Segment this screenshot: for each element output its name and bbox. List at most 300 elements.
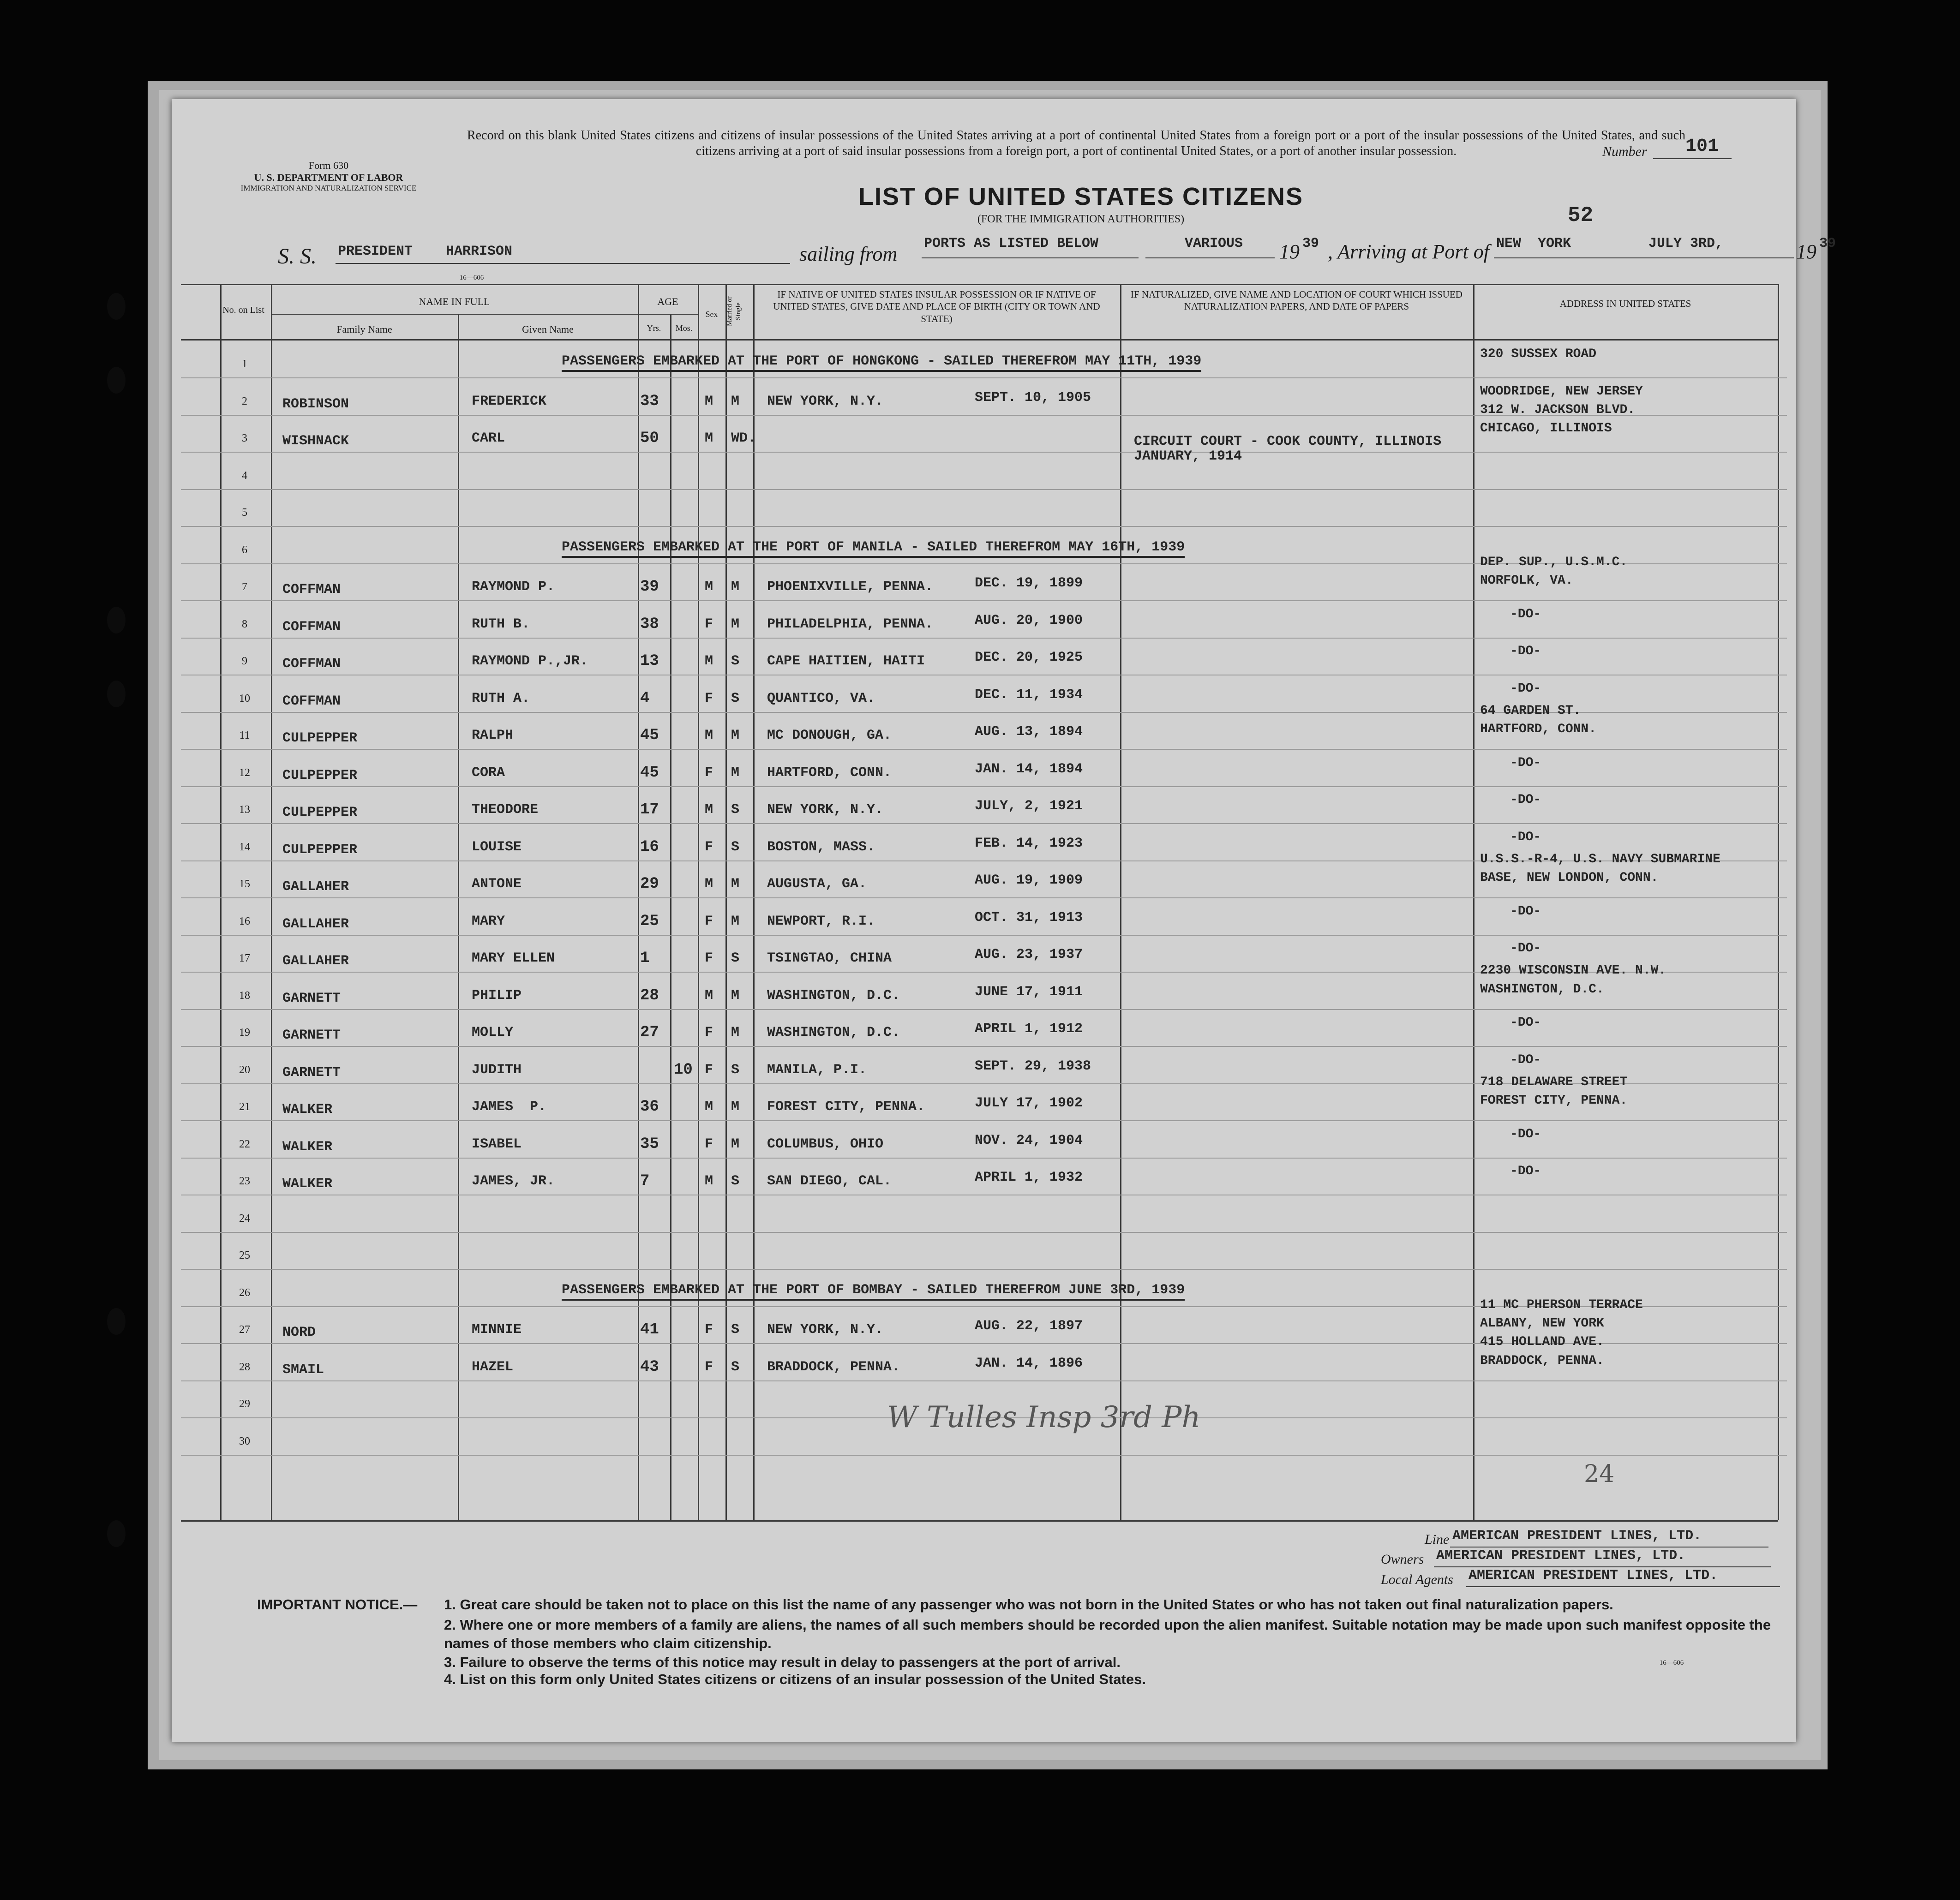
agents-label: Local Agents xyxy=(1381,1572,1453,1587)
birth-date-cell: AUG. 22, 1897 xyxy=(975,1318,1083,1334)
line-value: AMERICAN PRESIDENT LINES, LTD. xyxy=(1452,1528,1702,1544)
sex-cell: F xyxy=(705,1359,713,1375)
owners-underline xyxy=(1434,1566,1771,1567)
birth-place-cell: QUANTICO, VA. xyxy=(767,690,875,706)
family-name-cell: GARNETT xyxy=(282,1028,341,1043)
row-number: 18 xyxy=(239,989,250,1002)
family-name-cell: SMAIL xyxy=(282,1362,324,1378)
row-number: 12 xyxy=(239,766,250,779)
age-years-cell: 43 xyxy=(640,1358,659,1376)
birth-date-cell: AUG. 13, 1894 xyxy=(975,724,1083,740)
sex-cell: M xyxy=(705,728,713,743)
col-sep-family xyxy=(271,284,272,1520)
marital-status-cell: S xyxy=(731,950,740,966)
section-heading: PASSENGERS EMBARKED AT THE PORT OF HONGKONG - SAILED THEREFROM MAY 11TH, 1939 xyxy=(562,353,1201,372)
printer-mark: 16—606 xyxy=(459,274,484,281)
header-given-name: Given Name xyxy=(522,323,574,335)
arrival-year-prefix: 19 xyxy=(1796,240,1816,263)
col-sep-age xyxy=(638,284,639,1520)
marital-status-cell: M xyxy=(731,393,740,409)
birth-place-cell: FOREST CITY, PENNA. xyxy=(767,1099,925,1115)
punch-hole xyxy=(107,1308,126,1335)
age-years-cell: 13 xyxy=(640,652,659,670)
address-cell: NORFOLK, VA. xyxy=(1480,574,1573,588)
given-name-cell: MARY xyxy=(472,913,505,929)
address-cell: ALBANY, NEW YORK xyxy=(1480,1316,1604,1331)
header-yrs: Yrs. xyxy=(647,323,661,333)
given-name-cell: MARY ELLEN xyxy=(472,950,555,966)
birth-date-cell: DEC. 11, 1934 xyxy=(975,687,1083,703)
address-cell: -DO- xyxy=(1510,941,1541,956)
row-number: 13 xyxy=(239,804,250,816)
age-years-cell: 39 xyxy=(640,578,659,596)
arrival-date: JULY 3RD, xyxy=(1648,236,1724,251)
section-heading: PASSENGERS EMBARKED AT THE PORT OF BOMBAY - SAILED THEREFROM JUNE 3RD, 1939 xyxy=(562,1282,1185,1301)
address-cell: U.S.S.-R-4, U.S. NAVY SUBMARINE xyxy=(1480,852,1720,866)
notice-item-2: 2. Where one or more members of a family are aliens, the names of all such members should be recorded upon the alien manifest. Suitable notation may be made upon such manifest opposite the names of those members who claim citizenship. xyxy=(444,1617,1771,1652)
given-name-cell: CARL xyxy=(472,430,505,446)
marital-status-cell: M xyxy=(731,876,740,892)
owners-value: AMERICAN PRESIDENT LINES, LTD. xyxy=(1436,1548,1686,1564)
given-name-cell: PHILIP xyxy=(472,987,522,1004)
birth-date-cell: APRIL 1, 1912 xyxy=(975,1021,1083,1037)
family-name-cell: CULPEPPER xyxy=(282,767,358,783)
row-rule xyxy=(181,897,1787,898)
col-sep-address xyxy=(1473,284,1474,1520)
address-cell: 312 W. JACKSON BLVD. xyxy=(1480,402,1636,417)
given-name-cell: THEODORE xyxy=(472,802,539,818)
section-heading: PASSENGERS EMBARKED AT THE PORT OF MANILA - SAILED THEREFROM MAY 16TH, 1939 xyxy=(562,539,1185,558)
sex-cell: M xyxy=(705,987,713,1004)
ss-label: S. S. xyxy=(278,244,317,269)
sex-cell: M xyxy=(705,1099,713,1115)
sex-cell: F xyxy=(705,1025,713,1040)
family-name-cell: WISHNACK xyxy=(282,433,349,449)
row-rule xyxy=(181,1269,1787,1270)
address-cell: 320 SUSSEX ROAD xyxy=(1480,347,1597,361)
sailing-year-suffix: 39 xyxy=(1302,236,1319,251)
sex-cell: M xyxy=(705,579,713,595)
row-number: 6 xyxy=(242,544,247,556)
punch-hole xyxy=(107,607,126,633)
col-sep-mos xyxy=(670,314,671,1520)
row-rule xyxy=(181,1455,1787,1456)
family-name-cell: WALKER xyxy=(282,1139,333,1155)
row-number: 3 xyxy=(242,432,247,444)
age-years-cell: 16 xyxy=(640,838,659,856)
sex-cell: M xyxy=(705,430,713,446)
address-cell: DEP. SUP., U.S.M.C. xyxy=(1480,555,1628,569)
age-years-cell: 33 xyxy=(640,392,659,410)
given-name-cell: RAYMOND P.,JR. xyxy=(472,653,588,669)
sex-cell: F xyxy=(705,1062,713,1078)
address-cell: 415 HOLLAND AVE. xyxy=(1480,1335,1604,1350)
birth-date-cell: FEB. 14, 1923 xyxy=(975,835,1083,851)
birth-place-cell: PHILADELPHIA, PENNA. xyxy=(767,616,934,632)
family-name-cell: GALLAHER xyxy=(282,953,349,969)
sex-cell: F xyxy=(705,913,713,929)
address-cell: -DO- xyxy=(1510,1052,1541,1067)
punch-hole xyxy=(107,681,126,707)
age-years-cell: 4 xyxy=(640,689,650,707)
row-number: 28 xyxy=(239,1361,250,1373)
row-rule xyxy=(181,452,1787,453)
birth-place-cell: NEWPORT, R.I. xyxy=(767,913,875,929)
row-number: 19 xyxy=(239,1027,250,1039)
sex-cell: F xyxy=(705,950,713,966)
service-name: IMMIGRATION AND NATURALIZATION SERVICE xyxy=(240,184,417,192)
header-sex: Sex xyxy=(705,310,718,319)
row-rule xyxy=(181,749,1787,750)
address-cell: -DO- xyxy=(1510,904,1541,919)
given-name-cell: CORA xyxy=(472,765,505,781)
col-sep-naturalized xyxy=(1120,284,1121,1520)
address-cell: FOREST CITY, PENNA. xyxy=(1480,1093,1628,1108)
age-years-cell: 36 xyxy=(640,1098,659,1116)
naturalization-date: JANUARY, 1914 xyxy=(1134,448,1242,464)
sex-cell: M xyxy=(705,1173,713,1189)
row-rule xyxy=(181,786,1787,787)
form-title: LIST OF UNITED STATES CITIZENS xyxy=(858,183,1303,210)
given-name-cell: LOUISE xyxy=(472,839,522,855)
line-label: Line xyxy=(1425,1532,1450,1547)
birth-date-cell: APRIL 1, 1932 xyxy=(975,1170,1083,1185)
birth-date-cell: JAN. 14, 1896 xyxy=(975,1355,1083,1371)
age-years-cell: 27 xyxy=(640,1024,659,1041)
age-years-cell: 7 xyxy=(640,1172,650,1190)
row-number: 25 xyxy=(239,1249,250,1261)
table-top-border xyxy=(181,284,1778,285)
form-number: Form 630 xyxy=(308,160,349,171)
marital-status-cell: M xyxy=(731,579,740,595)
row-number: 2 xyxy=(242,395,247,407)
given-name-cell: RUTH B. xyxy=(472,616,530,632)
family-name-cell: WALKER xyxy=(282,1176,333,1192)
birth-place-cell: NEW YORK, N.Y. xyxy=(767,393,884,409)
notice-printer-code: 16—606 xyxy=(1659,1659,1684,1667)
family-name-cell: GALLAHER xyxy=(282,879,349,895)
birth-place-cell: WASHINGTON, D.C. xyxy=(767,987,900,1004)
punch-hole xyxy=(107,293,126,320)
owners-label: Owners xyxy=(1381,1552,1424,1567)
marital-status-cell: S xyxy=(731,653,740,669)
col-sep-ms xyxy=(725,284,727,1520)
birth-date-cell: JULY, 2, 1921 xyxy=(975,798,1083,814)
row-number: 29 xyxy=(239,1398,250,1410)
address-cell: -DO- xyxy=(1510,607,1541,621)
notice-item-1: 1. Great care should be taken not to place on this list the name of any passenger who was not born in the United States or who has not taken out final naturalization papers. xyxy=(444,1596,1613,1613)
birth-place-cell: MC DONOUGH, GA. xyxy=(767,728,892,743)
sex-cell: F xyxy=(705,1322,713,1338)
birth-date-cell: OCT. 31, 1913 xyxy=(975,909,1083,926)
punch-hole xyxy=(107,367,126,394)
sex-cell: F xyxy=(705,690,713,706)
row-rule xyxy=(181,600,1787,601)
row-number: 4 xyxy=(242,469,247,482)
family-name-cell: GALLAHER xyxy=(282,916,349,932)
age-subheader-line xyxy=(638,314,698,315)
age-years-cell: 45 xyxy=(640,727,659,744)
sailing-date-underline xyxy=(1145,257,1275,258)
address-cell: 64 GARDEN ST. xyxy=(1480,703,1581,718)
marital-status-cell: WD. xyxy=(731,430,756,446)
marital-status-cell: S xyxy=(731,1322,740,1338)
row-number: 11 xyxy=(239,729,250,741)
marital-status-cell: S xyxy=(731,839,740,855)
address-cell: CHICAGO, ILLINOIS xyxy=(1480,421,1612,436)
marital-status-cell: M xyxy=(731,1099,740,1115)
age-years-cell: 25 xyxy=(640,912,659,930)
family-name-cell: CULPEPPER xyxy=(282,805,358,820)
row-number: 9 xyxy=(242,655,247,667)
family-name-cell: ROBINSON xyxy=(282,396,349,412)
row-number: 17 xyxy=(239,952,250,964)
birth-place-cell: TSINGTAO, CHINA xyxy=(767,950,892,966)
given-name-cell: MOLLY xyxy=(472,1025,514,1040)
row-rule xyxy=(181,935,1787,936)
address-cell: -DO- xyxy=(1510,644,1541,658)
sailing-year-prefix: 19 xyxy=(1279,240,1300,263)
agents-value: AMERICAN PRESIDENT LINES, LTD. xyxy=(1469,1568,1718,1583)
form-subtitle: (FOR THE IMMIGRATION AUTHORITIES) xyxy=(977,213,1185,225)
address-cell: -DO- xyxy=(1510,681,1541,696)
age-years-cell: 17 xyxy=(640,801,659,819)
birth-date-cell: DEC. 19, 1899 xyxy=(975,575,1083,591)
birth-date-cell: NOV. 24, 1904 xyxy=(975,1132,1083,1148)
birth-date-cell: SEPT. 10, 1905 xyxy=(975,389,1091,406)
number-underline xyxy=(1653,158,1732,159)
birth-date-cell: AUG. 20, 1900 xyxy=(975,612,1083,628)
handwritten-inspector-note: W Tulles Insp 3rd Ph xyxy=(887,1400,1201,1434)
header-name-in-full: NAME IN FULL xyxy=(419,296,490,307)
given-name-cell: ISABEL xyxy=(472,1136,522,1152)
row-number: 8 xyxy=(242,618,247,630)
given-name-cell: FREDERICK xyxy=(472,393,547,409)
col-sep-given xyxy=(458,314,459,1520)
birth-date-cell: AUG. 23, 1937 xyxy=(975,947,1083,962)
number-label: Number xyxy=(1602,144,1647,159)
col-sep-no xyxy=(220,284,222,1520)
citizen-list-form xyxy=(172,99,1836,1742)
marital-status-cell: M xyxy=(731,616,740,632)
marital-status-cell: S xyxy=(731,1173,740,1189)
header-mos: Mos. xyxy=(675,323,693,333)
family-name-cell: COFFMAN xyxy=(282,656,341,672)
arriving-label: , Arriving at Port of xyxy=(1328,240,1489,263)
row-number: 10 xyxy=(239,692,250,705)
address-cell: WASHINGTON, D.C. xyxy=(1480,982,1604,997)
header-married-or-single: Married or Single xyxy=(726,296,742,327)
marital-status-cell: S xyxy=(731,690,740,706)
birth-place-cell: COLUMBUS, OHIO xyxy=(767,1136,884,1152)
marital-status-cell: S xyxy=(731,802,740,818)
row-number: 20 xyxy=(239,1064,250,1076)
sex-cell: M xyxy=(705,876,713,892)
row-rule xyxy=(181,823,1787,824)
number-value: 101 xyxy=(1685,136,1719,157)
address-cell: -DO- xyxy=(1510,830,1541,844)
given-name-cell: RALPH xyxy=(472,728,514,743)
row-rule xyxy=(181,489,1787,490)
marital-status-cell: S xyxy=(731,1062,740,1078)
address-cell: HARTFORD, CONN. xyxy=(1480,722,1597,737)
given-name-cell: ANTONE xyxy=(472,876,522,892)
row-rule xyxy=(181,1232,1787,1233)
sailing-from-value: PORTS AS LISTED BELOW xyxy=(924,236,1099,251)
header-no-on-list: No. on List xyxy=(222,305,264,315)
address-cell: WOODRIDGE, NEW JERSEY xyxy=(1480,384,1643,399)
given-name-cell: RUTH A. xyxy=(472,690,530,706)
address-cell: 2230 WISCONSIN AVE. N.W. xyxy=(1480,963,1666,978)
birth-place-cell: CAPE HAITIEN, HAITI xyxy=(767,653,925,669)
family-name-cell: COFFMAN xyxy=(282,582,341,597)
birth-place-cell: BOSTON, MASS. xyxy=(767,839,875,855)
agents-underline xyxy=(1466,1586,1780,1587)
form-preamble: Record on this blank United States citizens and citizens of insular possessions of the United States arriving at a port of continental United States from a foreign port or a port of the insular possessions of the United States, and such citizens arriving at a port of said insular possessions from a foreign port, a port of continental United States, or a port of another insular possession. xyxy=(467,128,1685,159)
col-sep-sex xyxy=(698,284,699,1520)
row-number: 5 xyxy=(242,507,247,519)
family-name-cell: CULPEPPER xyxy=(282,842,358,858)
department-name: U. S. DEPARTMENT OF LABOR xyxy=(254,172,403,183)
marital-status-cell: M xyxy=(731,913,740,929)
sex-cell: F xyxy=(705,616,713,632)
birth-date-cell: JAN. 14, 1894 xyxy=(975,761,1083,777)
sex-cell: F xyxy=(705,839,713,855)
row-number: 15 xyxy=(239,878,250,890)
birth-place-cell: HARTFORD, CONN. xyxy=(767,765,892,781)
sex-cell: F xyxy=(705,1136,713,1152)
address-cell: -DO- xyxy=(1510,1016,1541,1030)
header-bottom-border xyxy=(181,339,1778,341)
naturalization-court: CIRCUIT COURT - COOK COUNTY, ILLINOIS xyxy=(1134,434,1442,449)
table-bottom-border xyxy=(181,1520,1778,1522)
birth-place-cell: AUGUSTA, GA. xyxy=(767,876,867,892)
address-cell: BRADDOCK, PENNA. xyxy=(1480,1353,1604,1368)
row-rule xyxy=(181,377,1787,378)
row-number: 21 xyxy=(239,1101,250,1113)
sex-cell: M xyxy=(705,653,713,669)
row-rule xyxy=(181,1046,1787,1047)
birth-date-cell: JULY 17, 1902 xyxy=(975,1095,1083,1111)
birth-date-cell: SEPT. 29, 1938 xyxy=(975,1058,1091,1074)
ship-name: PRESIDENT HARRISON xyxy=(338,244,513,259)
sex-cell: M xyxy=(705,802,713,818)
family-name-cell: COFFMAN xyxy=(282,693,341,709)
family-name-cell: GARNETT xyxy=(282,990,341,1006)
given-name-cell: JAMES P. xyxy=(472,1099,547,1115)
arrival-year-suffix: 39 xyxy=(1819,236,1836,251)
age-years-cell: 29 xyxy=(640,875,659,893)
row-rule xyxy=(181,526,1787,527)
row-number: 16 xyxy=(239,915,250,927)
arrival-port: NEW YORK xyxy=(1496,236,1571,251)
notice-item-3: 3. Failure to observe the terms of this notice may result in delay to passengers at the port of arrival. xyxy=(444,1654,1121,1670)
age-years-cell: 1 xyxy=(640,950,650,967)
col-sep-birth xyxy=(753,284,755,1520)
handwritten-page-number: 24 xyxy=(1584,1460,1615,1488)
birth-place-cell: PHOENIXVILLE, PENNA. xyxy=(767,579,934,595)
address-cell: 11 MC PHERSON TERRACE xyxy=(1480,1297,1643,1312)
sex-cell: F xyxy=(705,765,713,781)
sailing-date: VARIOUS xyxy=(1185,236,1243,251)
address-cell: BASE, NEW LONDON, CONN. xyxy=(1480,871,1659,885)
col-right-border xyxy=(1778,284,1779,1520)
birth-place-cell: NEW YORK, N.Y. xyxy=(767,1322,884,1338)
row-rule xyxy=(181,1120,1787,1121)
row-number: 7 xyxy=(242,581,247,593)
age-years-cell: 41 xyxy=(640,1321,659,1338)
row-rule xyxy=(181,1158,1787,1159)
birth-place-cell: BRADDOCK, PENNA. xyxy=(767,1359,900,1375)
birth-date-cell: AUG. 19, 1909 xyxy=(975,872,1083,888)
page-stamp: 52 xyxy=(1568,203,1594,227)
marital-status-cell: M xyxy=(731,1136,740,1152)
row-number: 14 xyxy=(239,841,250,853)
age-years-cell: 50 xyxy=(640,430,659,447)
marital-status-cell: M xyxy=(731,728,740,743)
family-name-cell: GARNETT xyxy=(282,1064,341,1081)
notice-item-4: 4. List on this form only United States citizens or citizens of an insular possession of the United States. xyxy=(444,1671,1146,1687)
sailing-from-label: sailing from xyxy=(799,243,898,265)
punch-hole xyxy=(107,1520,126,1547)
marital-status-cell: M xyxy=(731,765,740,781)
address-cell: -DO- xyxy=(1510,755,1541,770)
birth-place-cell: SAN DIEGO, CAL. xyxy=(767,1173,892,1189)
header-address: ADDRESS IN UNITED STATES xyxy=(1559,298,1691,309)
address-cell: -DO- xyxy=(1510,793,1541,807)
row-number: 22 xyxy=(239,1138,250,1150)
header-family-name: Family Name xyxy=(336,323,392,335)
birth-place-cell: MANILA, P.I. xyxy=(767,1062,867,1078)
header-birth: IF NATIVE OF UNITED STATES INSULAR POSSESSION OR IF NATIVE OF UNITED STATES, GIVE DATE AND PLACE OF BIRTH (CITY OR TOWN AND STATE) xyxy=(773,289,1100,324)
birth-date-cell: JUNE 17, 1911 xyxy=(975,984,1083,1000)
given-name-cell: RAYMOND P. xyxy=(472,579,555,595)
row-rule xyxy=(181,638,1787,639)
family-name-cell: COFFMAN xyxy=(282,619,341,635)
row-rule xyxy=(181,1009,1787,1010)
age-years-cell: 38 xyxy=(640,615,659,633)
address-cell: -DO- xyxy=(1510,1127,1541,1141)
row-number: 30 xyxy=(239,1435,250,1447)
birth-place-cell: WASHINGTON, D.C. xyxy=(767,1025,900,1040)
given-name-cell: HAZEL xyxy=(472,1359,514,1375)
row-number: 26 xyxy=(239,1286,250,1299)
family-name-cell: WALKER xyxy=(282,1102,333,1117)
sex-cell: M xyxy=(705,393,713,409)
marital-status-cell: M xyxy=(731,987,740,1004)
header-age: AGE xyxy=(657,296,678,307)
given-name-cell: JUDITH xyxy=(472,1062,522,1078)
arrival-underline xyxy=(1494,257,1794,258)
given-name-cell: MINNIE xyxy=(472,1322,522,1338)
marital-status-cell: M xyxy=(731,1025,740,1040)
row-number: 27 xyxy=(239,1324,250,1336)
header-naturalized: IF NATURALIZED, GIVE NAME AND LOCATION OF COURT WHICH ISSUED NATURALIZATION PAPERS, AND DATE OF PAPERS xyxy=(1131,289,1463,312)
ship-underline xyxy=(336,263,790,264)
age-years-cell: 28 xyxy=(640,986,659,1004)
age-months-cell: 10 xyxy=(674,1061,693,1079)
family-name-cell: CULPEPPER xyxy=(282,730,358,746)
name-subheader-line xyxy=(271,314,638,315)
row-rule xyxy=(181,1380,1787,1381)
birth-place-cell: NEW YORK, N.Y. xyxy=(767,802,884,818)
age-years-cell: 35 xyxy=(640,1135,659,1153)
row-number: 24 xyxy=(239,1212,250,1225)
row-number: 1 xyxy=(242,358,247,370)
address-cell: 718 DELAWARE STREET xyxy=(1480,1075,1628,1089)
sailing-from-underline xyxy=(922,257,1139,258)
given-name-cell: JAMES, JR. xyxy=(472,1173,555,1189)
